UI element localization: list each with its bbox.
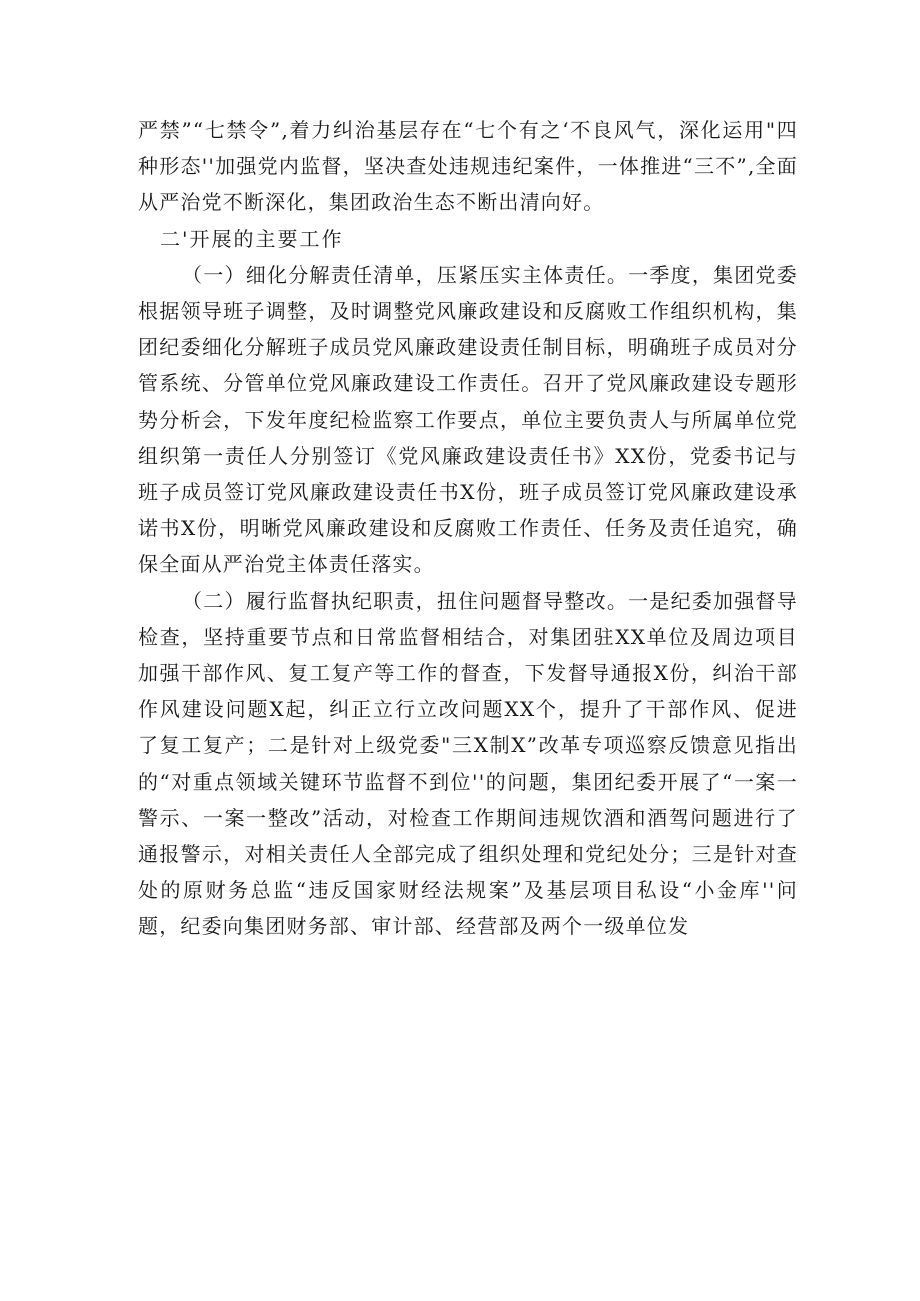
item-two-paragraph: （二）履行监督执纪职责，扭住问题督导整改。一是纪委加强督导检查，坚持重要节点和日常监督相结合，对集团驻XX单位及周边项目加强干部作风、复工复产等工作的督查，下发督导通报X份，纠治干部作风建设问题X起，纠正立行立改问题XX个，提升了干部作风、促进了复工复产；二是针对上级党委"三X制X”改革专项巡察反馈意见指出的“对重点领域关键环节监督不到位''的问题，集团纪委开展了“一案一警示、一案一整改”活动，对检查工作期间违规饮酒和酒驾问题进行了通报警示，对相关责任人全部完成了组织处理和党纪处分；三是针对查处的原财务总监“违反国家财经法规案”及基层项目私设“小金库''问题，纪委向集团财务部、审计部、经营部及两个一级单位发 bbox=[138, 588, 798, 939]
section-heading: 二'开展的主要工作 bbox=[160, 226, 344, 251]
document-body bbox=[138, 112, 798, 945]
item-one-paragraph: （一）细化分解责任清单，压紧压实主体责任。一季度，集团党委根据领导班子调整，及时调整党风廉政建设和反腐败工作组织机构，集团纪委细化分解班子成员党风廉政建设责任制目标，明确班子成员对分管系统、分管单位党风廉政建设工作责任。召开了党风廉政建设专题形势分析会，下发年度纪检监察工作要点，单位主要负责人与所属单位党组织第一责任人分别签订《党风廉政建设责任书》XX份，党委书记与班子成员签订党风廉政建设责任书X份，班子成员签订党风廉政建设承诺书X份，明晰党风廉政建设和反腐败工作责任、任务及责任追究，确保全面从严治党主体责任落实。 bbox=[138, 262, 798, 577]
intro-continuation-paragraph: 严禁”“七禁令”,着力纠治基层存在“七个有之‘不良风气，深化运用"四种形态''加强党内监督，坚决查处违规违纪案件，一体推进“三不”,全面从严治党不断深化，集团政治生态不断出清向好。 bbox=[138, 118, 798, 215]
